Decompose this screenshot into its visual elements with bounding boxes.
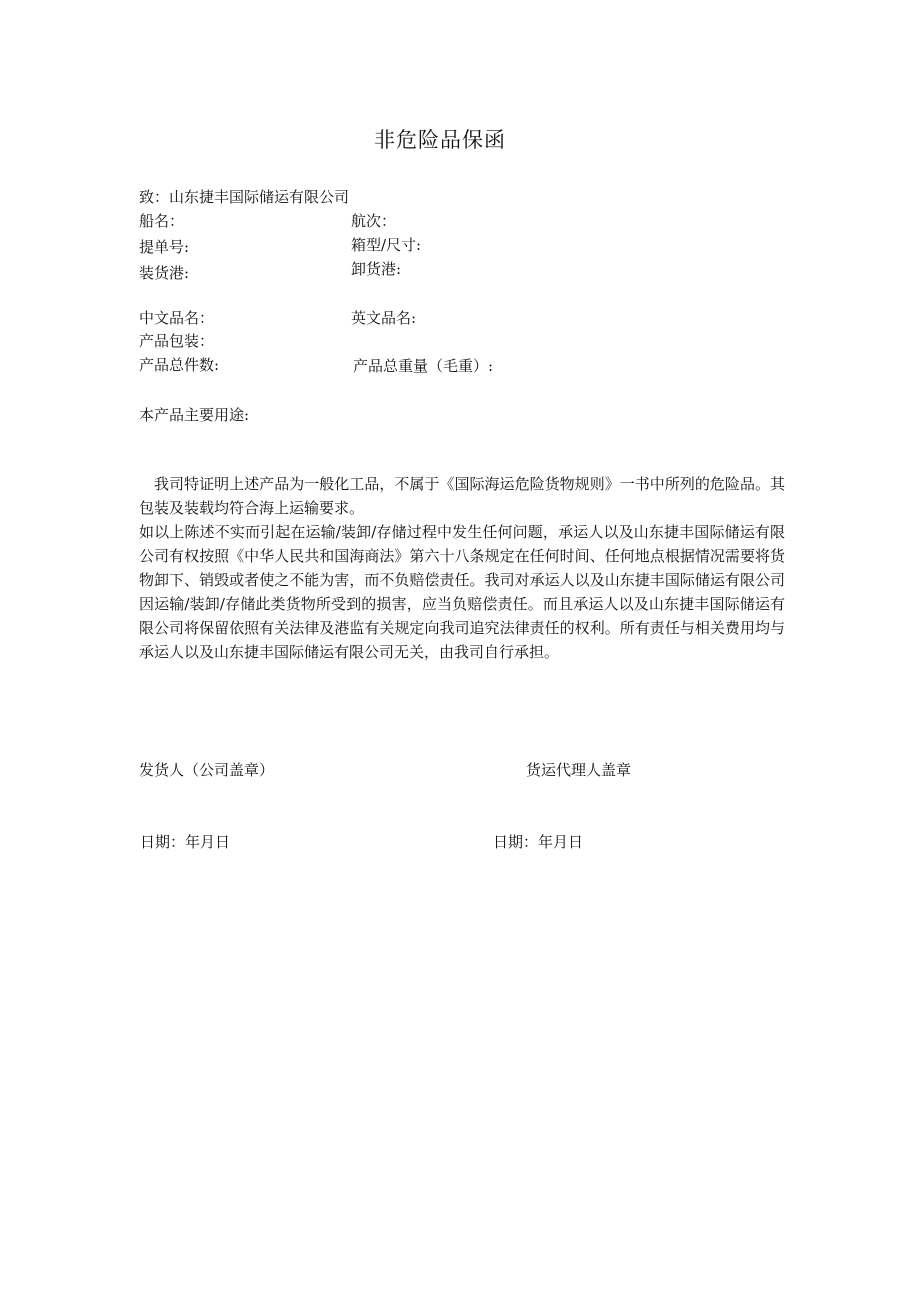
packing-label: 产品包装： [139,332,215,350]
discharge-port-label: 卸货港: [351,260,402,278]
addressee-line: 致：山东捷丰国际储运有限公司 [139,188,350,206]
liability-paragraph: 如以上陈述不实而引起在运输/装卸/存储过程中发生任何问题，承运人以及山东捷丰国际储运有限公司有权按照《中华人民共和国海商法》第六十八条规定在任何时间、任何地点根据情况需要将货物卸下、销毁或者使之不能为害，而不负赔偿责任。我司对承运人以及山东捷丰国际储运有限公司因运输/装卸/存储此类货物所受到的损害，应当负赔偿责任。而且承运人以及山东捷丰国际储运有限公司将保留依照有关法律及港监有关规定向我司追究法律责任的权利。所有责任与相关费用均与承运人以及山东捷丰国际储运有限公司无关，由我司自行承担。 [139,523,785,661]
usage-label: 本产品主要用途: [139,406,250,424]
english-name-label: 英文品名: [351,309,417,327]
shipper-seal-label: 发货人（公司盖章） [139,761,275,779]
shipper-date-label: 日期：年月日 [140,833,231,851]
loading-port-label: 装货港: [139,264,190,282]
document-title: 非危险品保函 [374,128,506,152]
total-pieces-label: 产品总件数: [139,356,220,374]
ship-name-label: 船名： [139,212,185,230]
declaration-paragraph: 我司特证明上述产品为一般化工品，不属于《国际海运危险货物规则》一书中所列的危险品。其包装及装载均符合海上运输要求。 [139,475,785,517]
container-type-label: 箱型/尺寸: [351,236,422,254]
bill-of-lading-label: 提单号: [139,238,190,256]
forwarder-date-label: 日期：年月日 [493,833,584,851]
gross-weight-label: 产品总重量（毛重）: [353,357,494,375]
voyage-label: 航次： [351,212,397,230]
chinese-name-label: 中文品名： [139,309,215,327]
forwarder-seal-label: 货运代理人盖章 [526,761,632,779]
